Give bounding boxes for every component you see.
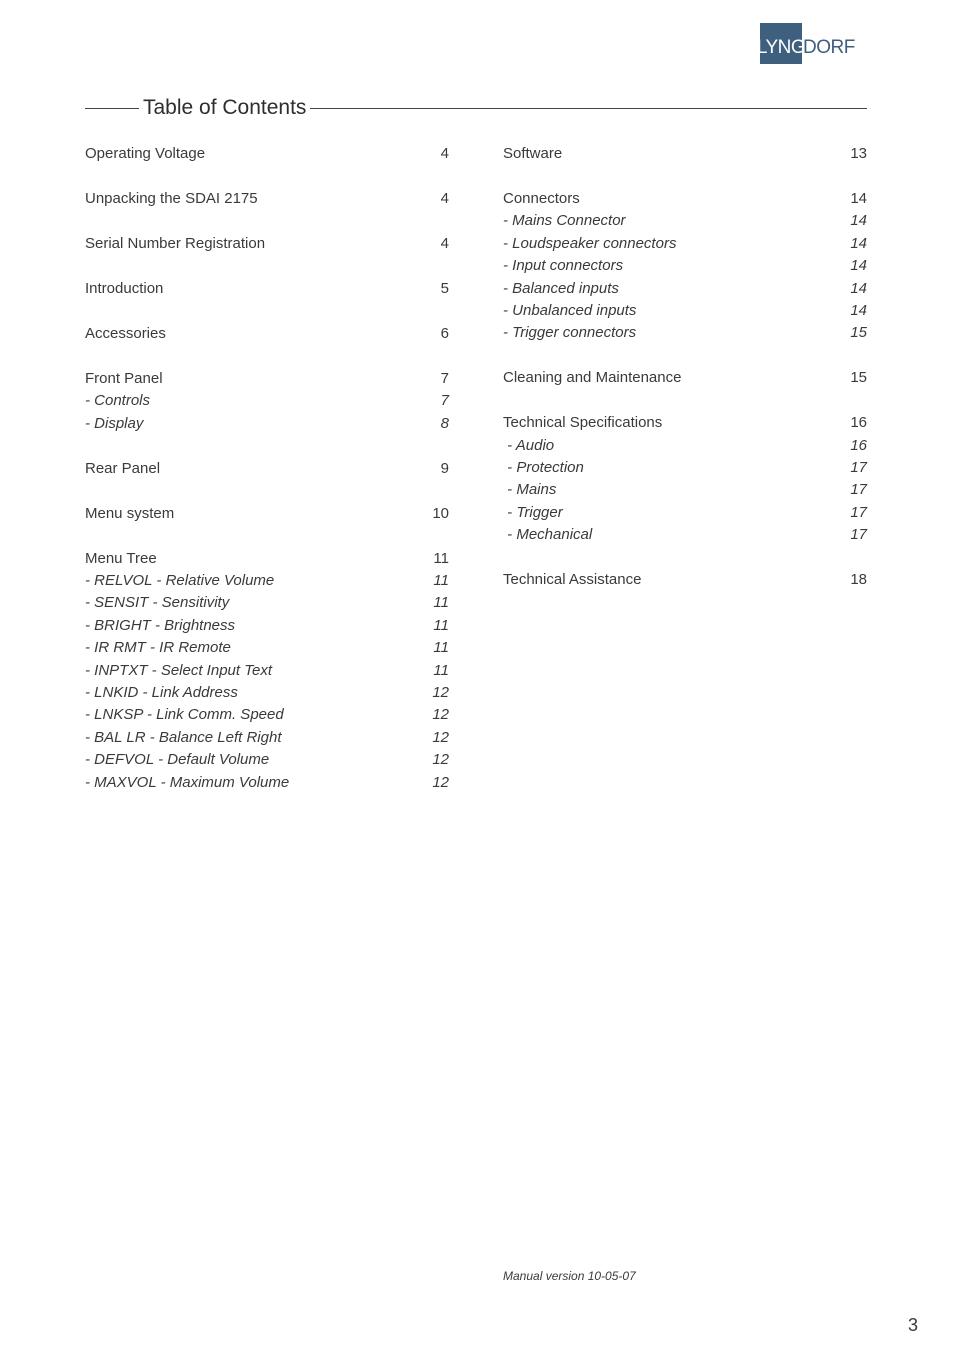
toc-entry-page: 14 [850,257,867,275]
toc-subentry [85,772,449,794]
toc-entry-page: 11 [433,616,449,634]
toc-entry-page: 12 [432,728,449,746]
toc-subentry [85,615,449,637]
toc-subentry [85,682,449,704]
toc-entry [503,569,867,591]
toc-entry [503,188,867,210]
toc-entry-label: - MAXVOL - Maximum Volume [85,773,290,791]
toc-entry-label: Menu Tree [85,549,157,567]
toc-entry-page: 16 [850,436,867,454]
toc-entry-page: 15 [850,369,867,387]
toc-entry-page: 16 [850,414,867,432]
toc-entry-page: 4 [440,145,449,162]
toc-subentry [85,413,449,435]
toc-entry-page: 4 [440,234,449,252]
toc-entry-page: 14 [850,279,867,297]
toc-subentry [503,479,867,501]
toc-entry [503,412,867,434]
toc-entry-page: 13 [850,145,867,162]
toc-entry-page: 11 [433,661,449,679]
toc-entry-label: - Controls [85,392,151,410]
toc-entry-page: 14 [850,189,867,207]
toc-right-column [503,143,867,592]
logo-dorf: DORF [803,36,855,58]
toc-entry-label: Serial Number Registration [85,234,266,252]
toc-entry-label: - Display [85,414,144,432]
toc-entry [85,503,449,525]
toc-entry-page: 14 [850,212,867,230]
toc-entry-label: - LNKSP - Link Comm. Speed [85,706,284,724]
toc-subentry [503,502,867,524]
toc-entry-page: 8 [440,414,449,432]
toc-entry [85,458,449,480]
heading-rule-left [85,108,139,109]
toc-entry-label: - IR RMT - IR Remote [85,639,231,657]
toc-entry-page: 17 [850,526,867,544]
toc-entry-label: - Balanced inputs [503,279,619,297]
toc-entry-label: - Loudspeaker connectors [503,234,677,252]
toc-heading [85,93,867,123]
toc-subentry [85,592,449,614]
toc-entry-label: - BAL LR - Balance Left Right [85,728,282,746]
toc-entry-page: 17 [850,503,867,521]
toc-left-column [85,143,449,794]
toc-entry-label: - Unbalanced inputs [503,301,637,319]
toc-subentry [503,300,867,322]
toc-entry-page: 12 [432,751,449,769]
toc-subentry [503,210,867,232]
toc-title: Table of Contents [143,96,307,119]
toc-entry-label: Technical Specifications [503,414,663,432]
toc-entry-label: Operating Voltage [85,145,206,162]
toc-entry [85,188,449,210]
toc-entry-label: - Mains Connector [503,212,626,230]
toc-entry [85,143,449,165]
toc-subentry [85,637,449,659]
toc-entry-label: - BRIGHT - Brightness [85,616,236,634]
toc-entry-page: 15 [850,324,867,342]
toc-entry-page: 11 [433,639,449,657]
toc-entry-label: - Protection [503,459,584,477]
toc-entry-label: Introduction [85,279,164,297]
toc-entry-label: Unpacking the SDAI 2175 [85,189,258,207]
toc-entry-page: 17 [850,459,867,477]
toc-entry-page: 11 [433,572,449,590]
toc-entry-label: Cleaning and Maintenance [503,369,682,387]
toc-entry-page: 7 [440,392,449,410]
page-number: 3 [907,1315,918,1335]
toc-subentry [85,704,449,726]
toc-entry [85,323,449,345]
toc-entry-page: 5 [440,279,449,297]
toc-entry-page: 12 [432,706,449,724]
toc-entry-page: 11 [433,549,449,567]
toc-entry [85,548,449,570]
toc-entry-label: - INPTXT - Select Input Text [85,661,273,679]
toc-entry-page: 4 [440,189,449,207]
toc-entry [503,367,867,389]
toc-entry-page: 9 [440,459,449,477]
toc-entry-page: 14 [850,301,867,319]
toc-entry-label: - Audio [503,436,555,454]
toc-subentry [85,570,449,592]
toc-subentry [503,457,867,479]
toc-entry [85,233,449,255]
toc-entry-label: Software [503,145,563,162]
toc-entry-label: - Mains [503,481,557,499]
toc-subentry [85,727,449,749]
toc-entry-label: Accessories [85,324,166,342]
toc-entry-label: Front Panel [85,369,163,387]
toc-entry-label: Technical Assistance [503,571,642,589]
toc-entry [85,278,449,300]
toc-entry-page: 17 [850,481,867,499]
toc-entry-label: - Trigger [503,503,563,521]
toc-entry-page: 10 [432,504,449,522]
toc-subentry [503,278,867,300]
toc-entry [503,143,867,165]
toc-subentry [503,255,867,277]
toc-entry-page: 18 [850,571,867,589]
toc-subentry [503,233,867,255]
heading-rule-right [310,108,867,109]
toc-entry-page: 12 [432,684,449,701]
toc-subentry [503,524,867,546]
manual-version: Manual version 10-05-07 [503,1269,636,1283]
toc-subentry [85,749,449,771]
toc-entry-label: Rear Panel [85,459,161,477]
toc-subentry [503,435,867,457]
toc-entry-label: - DEFVOL - Default Volume [85,751,270,769]
toc-subentry [503,322,867,344]
toc-entry-label: Menu system [85,504,175,522]
toc-entry-label: Connectors [503,189,580,207]
toc-entry [85,368,449,390]
toc-entry-page: 7 [440,369,449,387]
toc-entry-label: - LNKID - Link Address [85,684,238,701]
toc-subentry [85,660,449,682]
toc-entry-label: - Input connectors [503,257,624,275]
toc-entry-page: 14 [850,234,867,252]
toc-entry-page: 12 [432,773,449,791]
toc-entry-label: - SENSIT - Sensitivity [85,594,230,612]
toc-subentry [85,390,449,412]
logo-lyng: LYNG [760,23,802,64]
toc-entry-page: 11 [433,594,449,612]
toc-entry-label: - Trigger connectors [503,324,637,342]
lyngdorf-logo [756,23,855,64]
toc-entry-label: - Mechanical [503,526,593,544]
toc-entry-page: 6 [440,324,449,342]
toc-entry-label: - RELVOL - Relative Volume [85,572,275,590]
